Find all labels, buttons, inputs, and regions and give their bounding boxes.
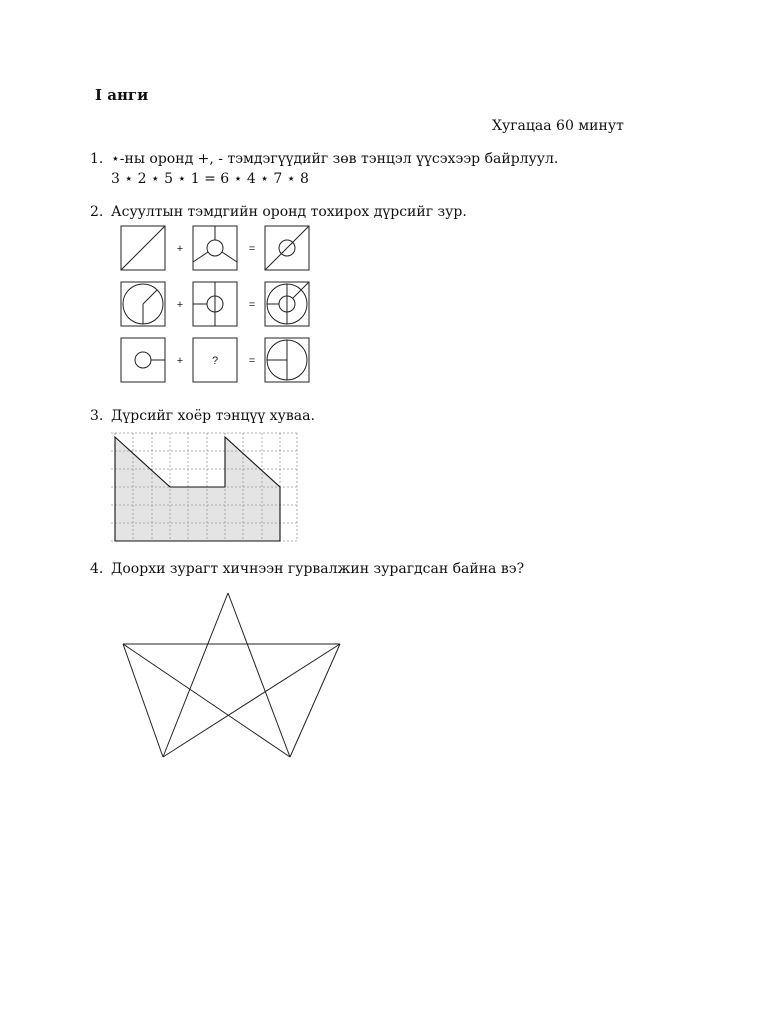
- time-limit: Хугацаа 60 минут: [492, 118, 624, 134]
- question-text: Асуултын тэмдгийн оронд тохирох дүрсийг зур.: [111, 204, 467, 220]
- puzzle-row-2: [121, 282, 309, 326]
- plus-symbol: +: [176, 299, 184, 311]
- shaded-shape: [115, 437, 280, 541]
- puzzle-row-1: [121, 226, 309, 270]
- equals-symbol: =: [248, 243, 256, 255]
- question-number: 1.: [90, 151, 104, 167]
- question-number: 2.: [90, 204, 104, 220]
- grid-figure: [111, 433, 297, 541]
- equation: 3 ⋆ 2 ⋆ 5 ⋆ 1 = 6 ⋆ 4 ⋆ 7 ⋆ 8: [111, 171, 309, 187]
- question-text: ⋆-ны оронд +, - тэмдэгүүдийг зөв тэнцэл үүсэхээр байрлуул.: [111, 151, 559, 167]
- equals-symbol: =: [248, 299, 256, 311]
- triangles-figure: [123, 593, 340, 757]
- question-text: Доорхи зурагт хичнээн гурвалжин зурагдсан байна вэ?: [111, 561, 525, 577]
- question-number: 4.: [90, 561, 104, 577]
- question-number: 3.: [90, 408, 104, 424]
- grade-title: I анги: [95, 86, 149, 104]
- equals-symbol: =: [248, 355, 256, 367]
- question-text: Дүрсийг хоёр тэнцүү хуваа.: [111, 408, 315, 424]
- question-mark: ?: [211, 355, 219, 367]
- plus-symbol: +: [176, 355, 184, 367]
- plus-symbol: +: [176, 243, 184, 255]
